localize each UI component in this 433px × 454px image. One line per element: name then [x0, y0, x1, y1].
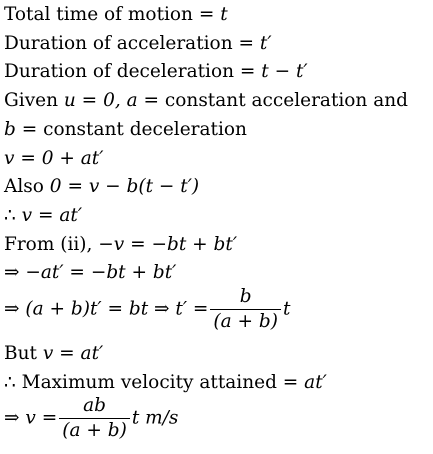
line-label: Duration of acceleration	[4, 33, 239, 54]
line-from-ii	[4, 236, 237, 255]
math-expression: t	[283, 298, 291, 320]
math-expression: 0 = v − b(t − t′)	[49, 176, 200, 197]
math-expression: u = 0, a	[63, 90, 138, 111]
line-implies-1	[4, 264, 176, 283]
fraction-numerator: ab	[83, 395, 106, 416]
fraction-numerator: b	[239, 286, 252, 307]
math-expression: = t′	[238, 33, 272, 54]
line-label: Given	[4, 90, 64, 111]
fraction	[59, 397, 130, 440]
math-expression: b	[4, 119, 16, 140]
fraction-denominator: (a + b)	[59, 418, 130, 441]
line-but	[4, 345, 103, 364]
math-expression: v = at′	[21, 205, 83, 226]
line-total-time	[4, 6, 228, 25]
implies-symbol: ⇒	[4, 298, 26, 320]
line-label: From (ii),	[4, 234, 99, 255]
line-therefore-v	[4, 207, 82, 226]
math-expression: −at′ = −bt + bt′	[25, 262, 177, 283]
line-given	[4, 92, 408, 111]
line-max-velocity	[4, 374, 327, 393]
implies-symbol: ⇒	[4, 262, 26, 283]
math-expression: = at′	[282, 372, 327, 393]
fraction	[210, 288, 281, 331]
math-expression: = t	[198, 4, 228, 25]
math-expression: v =	[25, 407, 58, 429]
line-constant-deceleration	[4, 121, 247, 140]
line-label: = constant acceleration and	[137, 90, 409, 111]
line-velocity-equation	[4, 150, 103, 169]
line-implies-fraction	[4, 288, 290, 331]
line-also	[4, 178, 199, 197]
math-expression: (a + b)t′ = bt ⇒ t′ =	[25, 298, 209, 320]
line-label: = constant deceleration	[15, 119, 247, 140]
therefore-symbol: ∴	[4, 372, 22, 393]
line-final-result	[4, 397, 178, 440]
line-label: But	[4, 343, 43, 364]
line-label: Duration of deceleration	[4, 61, 240, 82]
math-expression: t m/s	[131, 407, 179, 429]
therefore-symbol: ∴	[4, 205, 22, 226]
implies-symbol: ⇒	[4, 407, 26, 429]
line-label: Maximum velocity attained	[21, 372, 283, 393]
line-label: Also	[4, 176, 50, 197]
fraction-denominator: (a + b)	[210, 309, 281, 332]
math-expression: −v = −bt + bt′	[98, 234, 238, 255]
line-acceleration-duration	[4, 35, 272, 54]
line-deceleration-duration	[4, 63, 308, 82]
math-expression: v = 0 + at′	[4, 148, 104, 169]
math-expression: = t − t′	[239, 61, 308, 82]
math-expression: v = at′	[42, 343, 104, 364]
line-label: Total time of motion	[4, 4, 199, 25]
